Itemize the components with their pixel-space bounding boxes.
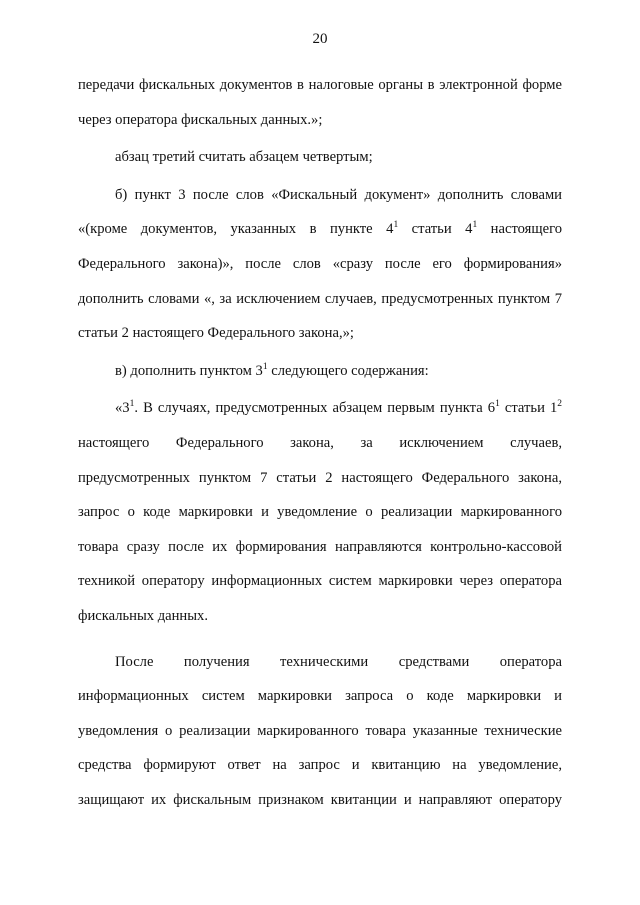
text-segment: настоящего Федерального закона)», после слов «сразу после его формирования» дополнить словами «, за исключением случаев, предусмотренных пунктом 7 статьи 2 настоящего Федерального закона,»; (78, 221, 562, 342)
text-segment: в) дополнить пунктом 3 (115, 362, 263, 379)
document-body (78, 68, 562, 817)
paragraph-point-b (78, 178, 562, 351)
text-segment: статьи 4 (398, 221, 473, 238)
text-segment: б) пункт 3 после слов «Фискальный документ» дополнить словами «(кроме документов, указанных в пункте 4 (78, 186, 562, 238)
text-segment: . В случаях, предусмотренных абзацем первым пункта 6 (134, 400, 496, 417)
text-segment: «3 (115, 400, 130, 417)
superscript: 1 (495, 399, 500, 410)
paragraph-new-point (78, 391, 562, 633)
text-segment: следующего содержания: (267, 362, 429, 379)
superscript: 1 (393, 220, 399, 231)
superscript: 1 (472, 220, 478, 231)
paragraph-abzac: абзац третий считать абзацем четвертым; (115, 149, 373, 166)
superscript: 1 (129, 399, 135, 410)
superscript: 1 (262, 361, 268, 372)
text-segment: статьи 1 (499, 400, 558, 417)
paragraph-after-receipt: После получения техническими средствами оператора информационных систем маркировки запроса о коде маркировки и уведомления о реализации маркированного товара указанные технические средства формируют ответ на запрос и квитанцию на уведомление, защищают их фискальным признаком квитанции и направляют оператору (78, 653, 562, 808)
superscript: 2 (557, 399, 562, 410)
text-segment: настоящего Федерального закона, за исключением случаев, предусмотренных пунктом 7 статьи 2 настоящего Федерального закона, запрос о коде маркировки и уведомление о реализации маркированного товара сразу после их формирования направляются контрольно-кассовой техникой оператору информационных систем маркировки через оператора фискальных данных. (78, 434, 562, 624)
page-number: 20 (312, 31, 328, 47)
paragraph-continuation: передачи фискальных документов в налоговые органы в электронной форме через оператора фискальных данных.»; (78, 77, 562, 128)
paragraph-point-v (78, 354, 562, 389)
